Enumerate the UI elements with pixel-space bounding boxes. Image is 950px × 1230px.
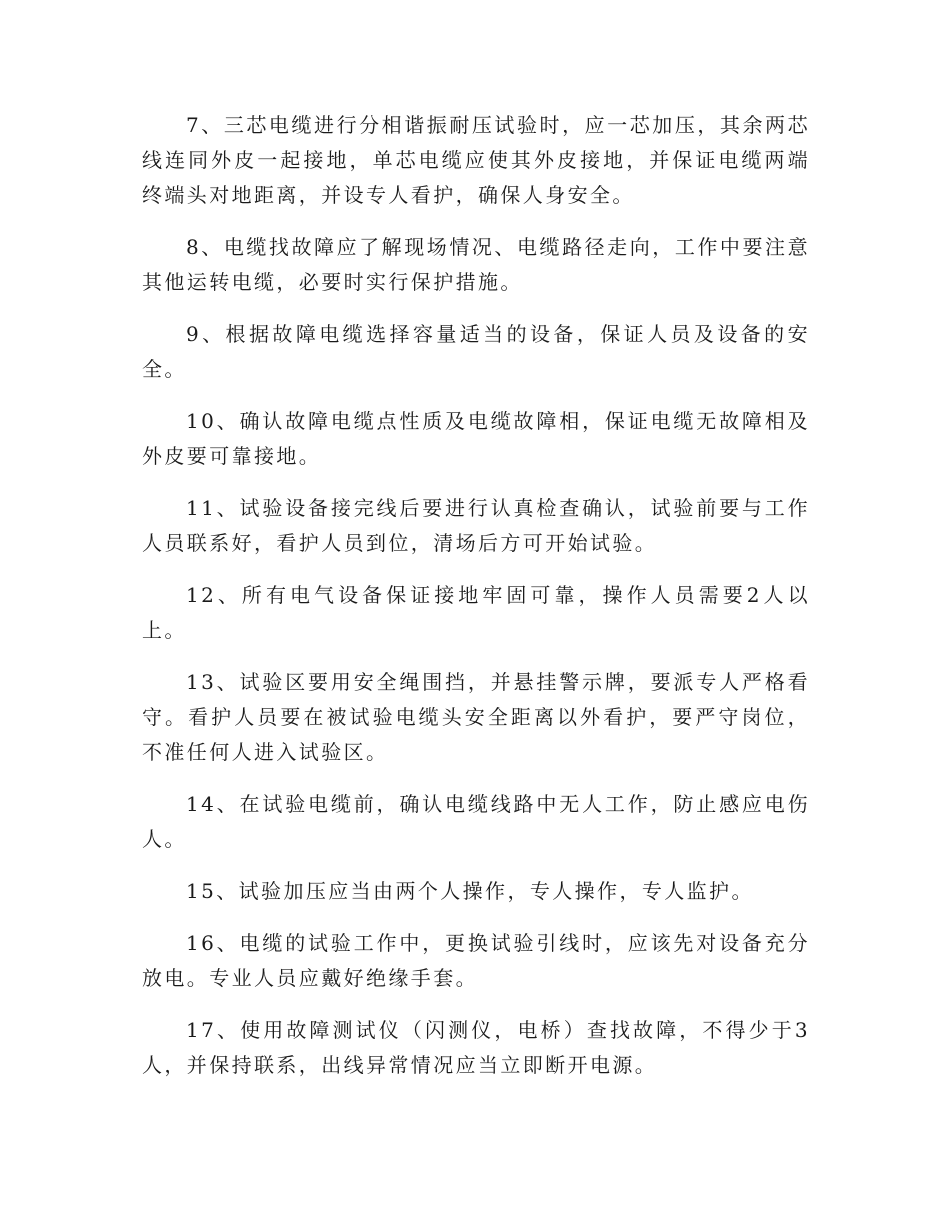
paragraph-item-16: 16、电缆的试验工作中，更换试验引线时，应该先对设备充分放电。专业人员应戴好绝缘手套。	[142, 931, 810, 990]
paragraph-item-17: 17、使用故障测试仪（闪测仪，电桥）查找故障，不得少于3人，并保持联系，出线异常情况应当立即断开电源。	[142, 1018, 810, 1077]
paragraph-item-7: 7、三芯电缆进行分相谐振耐压试验时，应一芯加压，其余两芯线连同外皮一起接地，单芯电缆应使其外皮接地，并保证电缆两端终端头对地距离，并设专人看护，确保人身安全。	[142, 113, 810, 207]
paragraph-item-8: 8、电缆找故障应了解现场情况、电缆路径走向，工作中要注意其他运转电缆，必要时实行保护措施。	[142, 235, 810, 294]
document-body	[142, 108, 810, 1100]
paragraph-item-11: 11、试验设备接完线后要进行认真检查确认，试验前要与工作人员联系好，看护人员到位，清场后方可开始试验。	[142, 496, 810, 555]
paragraph-item-13: 13、试验区要用安全绳围挡，并悬挂警示牌，要派专人严格看守。看护人员要在被试验电缆头安全距离以外看护，要严守岗位，不准任何人进入试验区。	[142, 670, 810, 764]
paragraph-item-12: 12、所有电气设备保证接地牢固可靠，操作人员需要2人以上。	[142, 583, 810, 642]
paragraph-item-9: 9、根据故障电缆选择容量适当的设备，保证人员及设备的安全。	[142, 322, 810, 381]
paragraph-item-10: 10、确认故障电缆点性质及电缆故障相，保证电缆无故障相及外皮要可靠接地。	[142, 409, 810, 468]
paragraph-item-15: 15、试验加压应当由两个人操作，专人操作，专人监护。	[186, 879, 754, 903]
paragraph-item-14: 14、在试验电缆前，确认电缆线路中无人工作，防止感应电伤人。	[142, 792, 810, 851]
